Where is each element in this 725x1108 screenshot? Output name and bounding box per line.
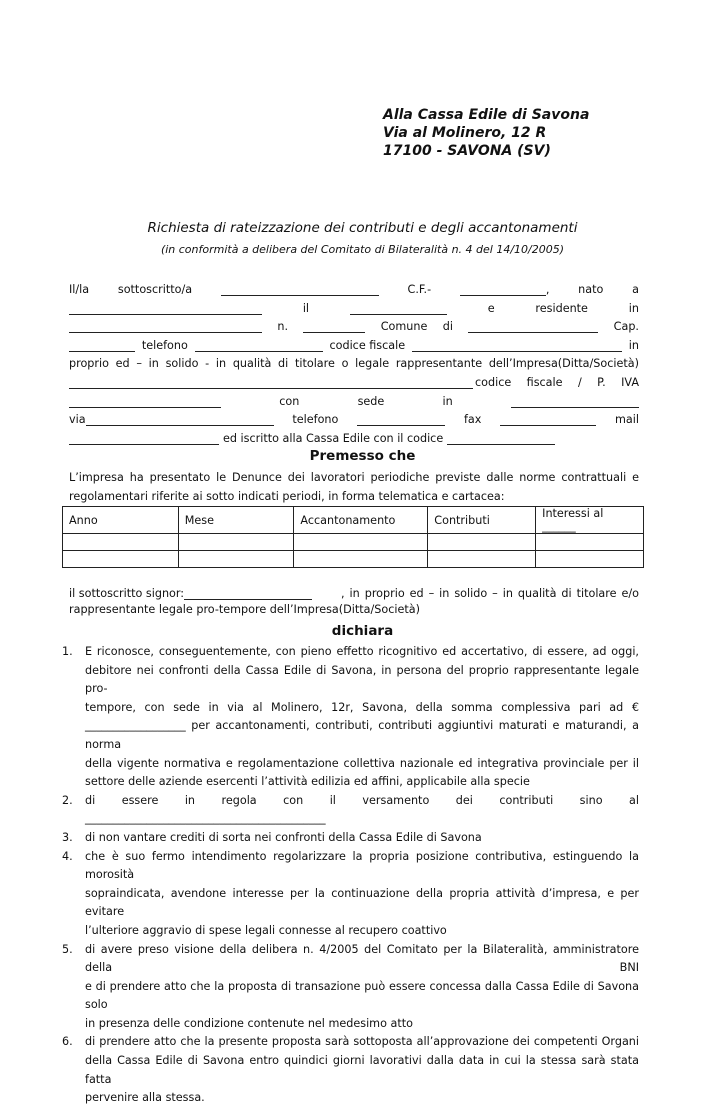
list-item-text [85,643,639,792]
street-blank[interactable] [69,321,262,333]
label-n: n. [277,320,289,333]
table-header-row [63,507,644,534]
list-item-line: tempore, con sede in via al Molinero, 12r, Savona, della somma complessiva pari ad € [85,700,639,714]
table-cell[interactable] [294,551,428,568]
label-cf: C.F.- [407,283,432,296]
label-il-la: Il/la [69,283,90,296]
label-via: via [69,413,86,426]
label-il: il [302,302,310,315]
recipient-address [383,106,589,160]
dichiara-list [62,643,639,1108]
request-title: Richiesta di rateizzazione dei contributi e degli accantonamenti [147,220,578,236]
table-row [63,534,644,551]
capacity-text: proprio ed – in solido - in qualità di titolare o legale rappresentante dell’Impresa(Ditta/Società) [69,357,639,370]
label-nato: nato [578,283,604,296]
label-telefono-2: telefono [292,413,339,426]
table-cell[interactable] [63,534,179,551]
label-cap: Cap. [613,320,639,333]
label-con: con [279,395,300,408]
list-item-text [85,848,639,941]
form-line-4 [69,336,639,352]
sottoscritto-line-1 [69,584,639,600]
list-item-line: della vigente normativa e regolamentazione collettiva nazionale ed integrativa provinciale per il [85,756,639,770]
label-fax: fax [463,413,482,426]
label-in-1: in [628,302,639,315]
list-item-text [85,1033,639,1107]
list-item-number: 5. [62,942,73,956]
table-cell[interactable] [428,534,536,551]
list-item [62,1033,639,1107]
label-codice-fiscale-piva: codice fiscale / P. IVA [475,376,639,389]
list-item-line: che è suo fermo intendimento regolarizzare la propria posizione contributiva, estinguendo la morosità [85,849,639,882]
header-accantonamento: Accantonamento [294,507,428,534]
list-item-text [85,941,639,1034]
address-line-2: Via al Molinero, 12 R [383,125,547,141]
list-item-line: settore delle aziende esercenti l’attività edilizia ed affini, applicabile alla specie [85,775,530,789]
list-item-number: 2. [62,793,73,807]
list-item-line: in presenza delle condizione contenute nel medesimo atto [85,1016,413,1030]
table-cell[interactable] [294,534,428,551]
sede-blank[interactable] [511,396,639,408]
phone-blank-2[interactable] [357,414,445,426]
premesso-text [69,469,639,506]
periods-table [62,506,644,568]
form-line-3 [69,317,639,333]
list-item-line: di avere preso visione della delibera n. 4/2005 del Comitato per la Bilateralità, amministratore della BNI [85,942,639,975]
address-line-1: Alla Cassa Edile di Savona [383,107,590,123]
list-item [62,829,639,848]
label-in-2: in [628,339,639,352]
list-item-line: e di prendere atto che la proposta di transazione può essere concessa dalla Cassa Edile di Savona solo [85,979,639,1012]
list-item-line: __________________ per accantonamenti, contributi, contributi aggiuntivi maturati e maturandi, a norma [85,719,639,751]
list-item-number: 4. [62,849,73,863]
label-di: di [442,320,453,333]
list-item-number: 1. [62,645,73,658]
table-cell[interactable] [428,551,536,568]
cap-blank[interactable] [69,340,135,352]
list-item [62,941,639,1034]
list-item-line: di non vantare crediti di sorta nei confronti della Cassa Edile di Savona [85,830,482,844]
phone-blank-1[interactable] [195,340,323,352]
table-row [63,551,644,568]
list-item-line: della Cassa Edile di Savona entro quindici giorni lavorativi dalla data in cui la stessa sarà stata fatta [85,1054,639,1086]
request-subtitle: (in conformità a delibera del Comitato di Bilateralità n. 4 del 14/10/2005) [160,243,565,256]
label-a: a [632,283,639,296]
table-cell[interactable] [536,534,644,551]
mail-blank[interactable] [69,433,219,445]
list-item-line: di prendere atto che la presente proposta sarà sottoposta all’approvazione dei competenti Organi [85,1035,639,1049]
list-item-line: l’ulteriore aggravio di spese legali connesse al recupero coattivo [85,923,447,937]
label-sottoscritto-signor: il sottoscritto signor: [69,587,185,600]
birthplace-blank[interactable] [69,303,262,315]
form-line-1 [69,280,639,296]
premesso-line-1: L’impresa ha presentato le Denunce dei lavoratori periodiche previste dalle norme contrattuali e [69,471,639,484]
comune-blank[interactable] [468,321,598,333]
label-codice-fiscale: codice fiscale [329,339,406,352]
label-residente: residente [535,302,588,315]
form-line-9 [69,429,639,445]
list-item [62,643,639,792]
header-interessi: Interessi al ______ [536,507,644,534]
address-line-3: 17100 - SAVONA (SV) [383,143,551,159]
number-blank[interactable] [303,321,365,333]
label-in-3: in [442,395,453,408]
header-mese: Mese [178,507,294,534]
dichiara-heading: dichiara [331,623,394,639]
list-item-number: 6. [62,1035,73,1049]
label-e: e [487,302,495,315]
list-item-line: pervenire alla stessa. [85,1091,205,1105]
birthdate-blank[interactable] [350,303,447,315]
premesso-heading: Premesso che [309,448,416,464]
cf-blank[interactable] [460,284,546,296]
codice-fiscale-blank[interactable] [412,340,622,352]
list-item-number: 3. [62,830,73,844]
fax-blank[interactable] [500,414,596,426]
premesso-line-2: regolamentari riferite ai sotto indicati periodi, in forma telematica e cartacea: [69,489,505,503]
form-line-5 [69,354,639,370]
label-mail: mail [614,413,639,426]
sottoscritto-line-2: rappresentante legale pro-tempore dell’Impresa(Ditta/Società) [69,603,420,616]
label-comune: Comune [380,320,428,333]
table-cell[interactable] [536,551,644,568]
list-item-line: debitore nei confronti della Cassa Edile di Savona, in persona del proprio rappresentante legale pro- [85,663,639,696]
label-sottoscritto: sottoscritto/a [117,283,193,296]
header-anno: Anno [63,507,179,534]
sottoscritto-capacity: , in proprio ed – in solido – in qualità di titolare e/o [341,587,639,600]
table-cell[interactable] [178,551,294,568]
label-sede: sede [357,395,385,408]
header-contributi: Contributi [428,507,536,534]
label-iscritto: ed iscritto alla Cassa Edile con il codice [223,432,444,445]
form-line-2 [69,299,639,315]
signor-blank[interactable] [184,588,312,600]
list-item-line: di essere in regola con il versamento dei contributi sino al ___________________________________________ [85,793,639,826]
label-telefono-1: telefono [141,339,188,352]
list-item-line: sopraindicata, avendone interesse per la continuazione della propria attività d’impresa, e per evitare [85,886,639,919]
list-item [62,792,639,829]
list-item-text [85,792,639,829]
codice-cassa-blank[interactable] [447,433,555,445]
form-line-7 [69,392,639,408]
name-blank[interactable] [221,284,379,296]
table-cell[interactable] [63,551,179,568]
via-blank[interactable] [86,414,274,426]
form-line-6 [69,373,639,389]
vat-blank[interactable] [69,396,221,408]
list-item-text [85,829,639,848]
comma: , [545,283,550,296]
list-item [62,848,639,941]
company-name-blank[interactable] [69,377,473,389]
form-line-8 [69,410,639,426]
sottoscritto-line-2-wrap [69,601,639,620]
table-cell[interactable] [178,534,294,551]
list-item-line: E riconosce, conseguentemente, con pieno effetto ricognitivo ed accertativo, di essere, ad oggi, [85,645,639,658]
